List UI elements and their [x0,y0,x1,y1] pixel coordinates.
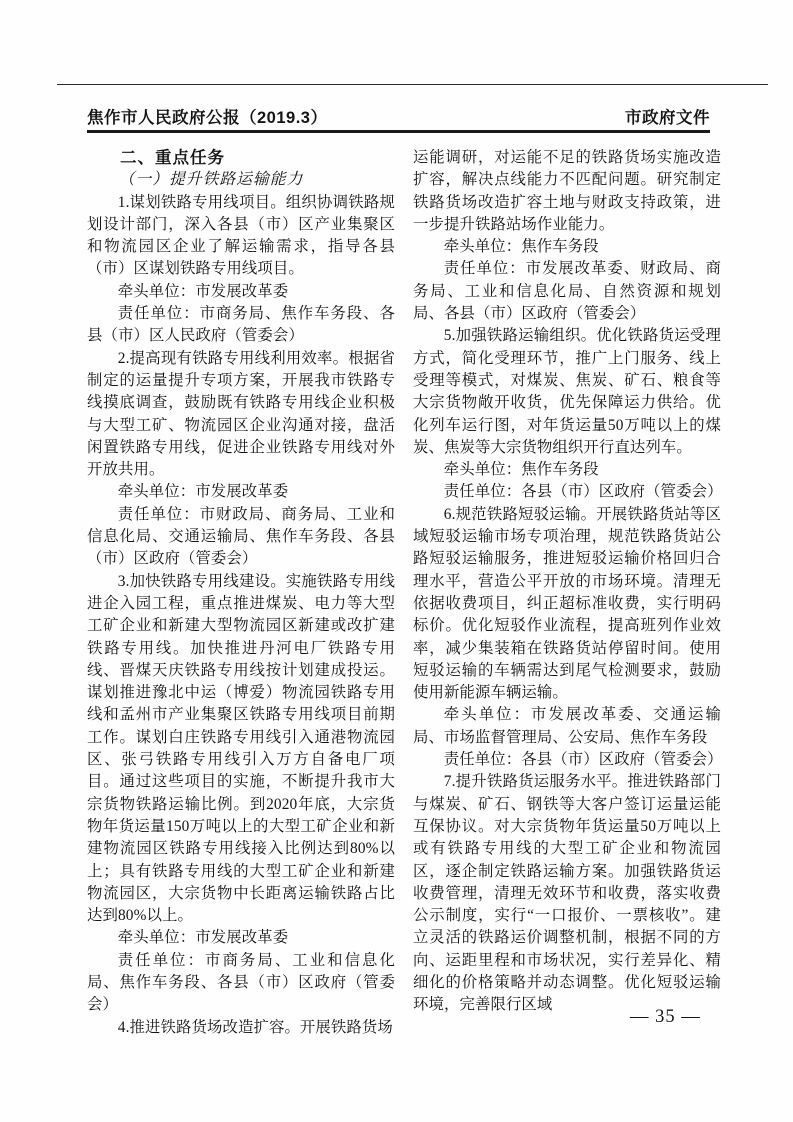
paragraph-item-5: 5.加强铁路运输组织。优化铁路货运受理方式，简化受理环节，推广上门服务、线上受理等模式，对煤炭、焦炭、矿石、粮食等大宗货物敞开收货，优先保障运力供给。优化列车运行图，对年货运量50万吨以上的煤炭、焦炭等大宗货物组织开行直达列车。 [413,327,721,456]
responsible-unit-line: 责任单位：市发展改革委、财政局、商务局、工业和信息化局、自然资源和规划局、各县（市）区政府（管委会） [413,260,721,323]
header-bottom-rule [87,130,710,133]
paragraph-item-2: 2.提高现有铁路专用线利用效率。根据省制定的运量提升专项方案，开展我市铁路专线摸底调查，鼓励既有铁路专用线企业积极与大型工矿、物流园区企业沟通对接，盘活闲置铁路专用线，促进企业铁路专用线对外开放共用。 [87,349,395,479]
lead-unit-line: 牵头单位：市发展改革委 [117,483,289,501]
responsible-unit-line: 责任单位：市财政局、商务局、工业和信息化局、交通运输局、焦作车务段、各县（市）区政府（管委会） [87,505,395,568]
lead-unit-line: 牵头单位：焦作车务段 [443,238,599,256]
lead-unit-line: 牵头单位：焦作车务段 [443,461,599,479]
page-number: — 35 — [630,1007,701,1027]
page-header [87,104,710,128]
right-column [413,147,721,1017]
header-top-rule [57,84,768,85]
paragraph-item-6: 6.规范铁路短驳运输。开展铁路货站等区域短驳运输市场专项治理，规范铁路货站公路短驳运输服务，推进短驳运输价格回归合理水平，营造公平开放的市场环境。清理无依据收费项目，纠正超标准收费，实行明码标价。优化短驳作业流程，提高班列作业效率，减少集装箱在铁路货站停留时间。使用短驳运输的车辆需达到尾气检测要求，鼓励使用新能源车辆运输。 [413,505,721,702]
gazette-title: 焦作市人民政府公报（2019.3） [87,109,328,127]
lead-unit-line: 牵头单位：市发展改革委、交通运输局、市场监督管理局、公安局、焦作车务段 [413,706,721,746]
paragraph-item-1: 1.谋划铁路专用线项目。组织协调铁路规划设计部门，深入各县（市）区产业集聚区和物流园区企业了解运输需求，指导各县（市）区谋划铁路专用线项目。 [87,193,395,278]
responsible-unit-line: 责任单位：市商务局、焦作车务段、各县（市）区人民政府（管委会） [87,305,395,345]
header-section-label: 市政府文件 [625,109,710,127]
paragraph-item-4-start: 4.推进铁路货场改造扩容。开展铁路货场 [117,1018,393,1036]
lead-unit-line: 牵头单位：市发展改革委 [117,282,289,300]
responsible-unit-line: 责任单位：市商务局、工业和信息化局、焦作车务段、各县（市）区政府（管委会） [87,951,395,1014]
section-heading: 二、重点任务 [120,149,225,167]
responsible-unit-line: 责任单位：各县（市）区政府（管委会） [443,483,723,501]
paragraph-item-3: 3.加快铁路专用线建设。实施铁路专用线进企入园工程，重点推进煤炭、电力等大型工矿企业和新建大型物流园区新建或改扩建铁路专用线。加快推进丹河电厂铁路专用线、晋煤天庆铁路专用线按计划建成投运。谋划推进豫北中运（博爱）物流园铁路专用线和孟州市产业集聚区铁路专用线项目前期工作。谋划白庄铁路专用线引入通港物流园区、张弓铁路专用线引入万方自备电厂项目。通过这些项目的实施，不断提升我市大宗货物铁路运输比例。到2020年底，大宗货物年货运量150万吨以上的大型工矿企业和新建物流园区铁路专用线接入比例达到80%以上；具有铁路专用线的大型工矿企业和新建物流园区，大宗货物中长距离运输铁路占比达到80%以上。 [87,572,395,925]
left-column [87,147,395,1039]
paragraph-item-4-continuation: 运能调研，对运能不足的铁路货场实施改造扩容，解决点线能力不匹配问题。研究制定铁路货场改造扩容土地与财政支持政策，进一步提升铁路站场作业能力。 [413,149,721,233]
lead-unit-line: 牵头单位：市发展改革委 [117,929,289,947]
paragraph-item-7: 7.提升铁路货运服务水平。推进铁路部门与煤炭、矿石、钢铁等大客户签订运量运能互保协议。对大宗货物年货运量50万吨以上或有铁路专用线的大型工矿企业和物流园区，逐企制定铁路运输方案。加强铁路货运收费管理，清理无效环节和收费，落实收费公示制度，实行“一口报价、一票核收”。建立灵活的铁路运价调整机制，根据不同的方向、运距里程和市场状况，实行差异化、精细化的价格策略并动态调整。优化短驳运输环境，完善限行区域 [413,773,721,1014]
subsection-heading: （一）提升铁路运输能力 [118,171,304,189]
responsible-unit-line: 责任单位：各县（市）区政府（管委会） [443,751,723,769]
